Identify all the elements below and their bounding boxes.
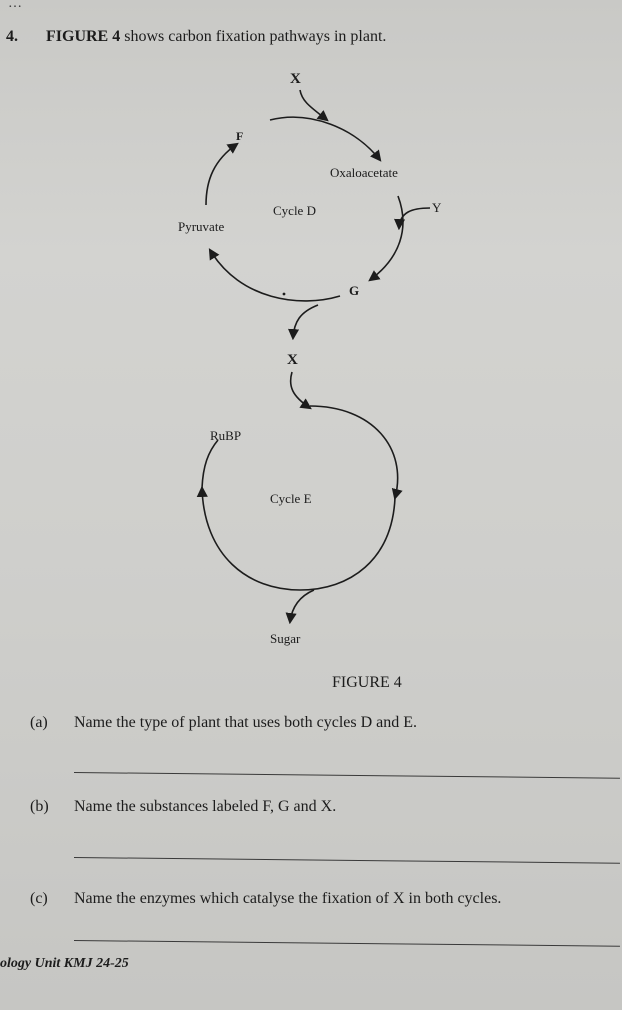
- part-c-question: Name the enzymes which catalyse the fixation of X in both cycles.: [74, 890, 502, 907]
- cycle-d-pyruvate-label: Pyruvate: [178, 219, 225, 234]
- cycle-d-y-label: Y: [432, 200, 442, 215]
- cycle-d-x-top-label: X: [290, 71, 301, 87]
- cycle-d-g-label: G: [349, 283, 360, 298]
- question-number: 4.: [6, 28, 18, 45]
- part-b-answer-line[interactable]: [74, 857, 620, 864]
- cycle-d-top-arc: [270, 117, 380, 160]
- cycle-d-dot: [283, 293, 286, 296]
- part-a-answer-line[interactable]: [74, 772, 620, 779]
- footer-text: ology Unit KMJ 24-25: [0, 956, 129, 971]
- part-c-answer-line[interactable]: [74, 940, 620, 947]
- part-c-letter: (c): [30, 890, 48, 907]
- header-fragment-text: …: [8, 0, 22, 10]
- cycle-e-right-arc: [310, 406, 398, 498]
- cycle-d-f-label: F: [236, 129, 244, 143]
- cycle-d-label: Cycle D: [273, 203, 316, 218]
- cycle-e-sugar-label: Sugar: [270, 631, 301, 646]
- cycle-e-x-input-arrow: [291, 372, 310, 408]
- cycle-d-x-bottom-label: X: [287, 352, 298, 368]
- cycle-d-oxaloacetate-label: Oxaloacetate: [330, 165, 398, 180]
- cycle-d-bottom-arc: [210, 250, 340, 301]
- part-a-letter: (a): [30, 714, 48, 731]
- part-b-question: Name the substances labeled F, G and X.: [74, 798, 337, 815]
- cycle-d-x-output-arrow: [293, 305, 318, 338]
- figure-caption: FIGURE 4: [332, 674, 402, 691]
- part-a-question: Name the type of plant that uses both cycles D and E.: [74, 714, 418, 731]
- cycle-d-left-upper-arc: [206, 144, 237, 205]
- cycle-e: [202, 372, 398, 646]
- cycle-e-left-upper-arc: [202, 440, 218, 488]
- question-intro-text: shows carbon fixation pathways in plant.: [120, 28, 387, 45]
- cycle-d-x-input-arrow: [300, 90, 327, 120]
- question-intro-figure-ref: FIGURE 4: [46, 28, 121, 45]
- cycle-d-right-arc: [370, 196, 403, 280]
- cycle-d: [178, 71, 442, 368]
- cycle-e-rubp-label: RuBP: [210, 428, 242, 443]
- part-b-letter: (b): [30, 798, 49, 815]
- cycle-e-label: Cycle E: [270, 491, 312, 506]
- cycle-e-sugar-output-arrow: [290, 590, 314, 622]
